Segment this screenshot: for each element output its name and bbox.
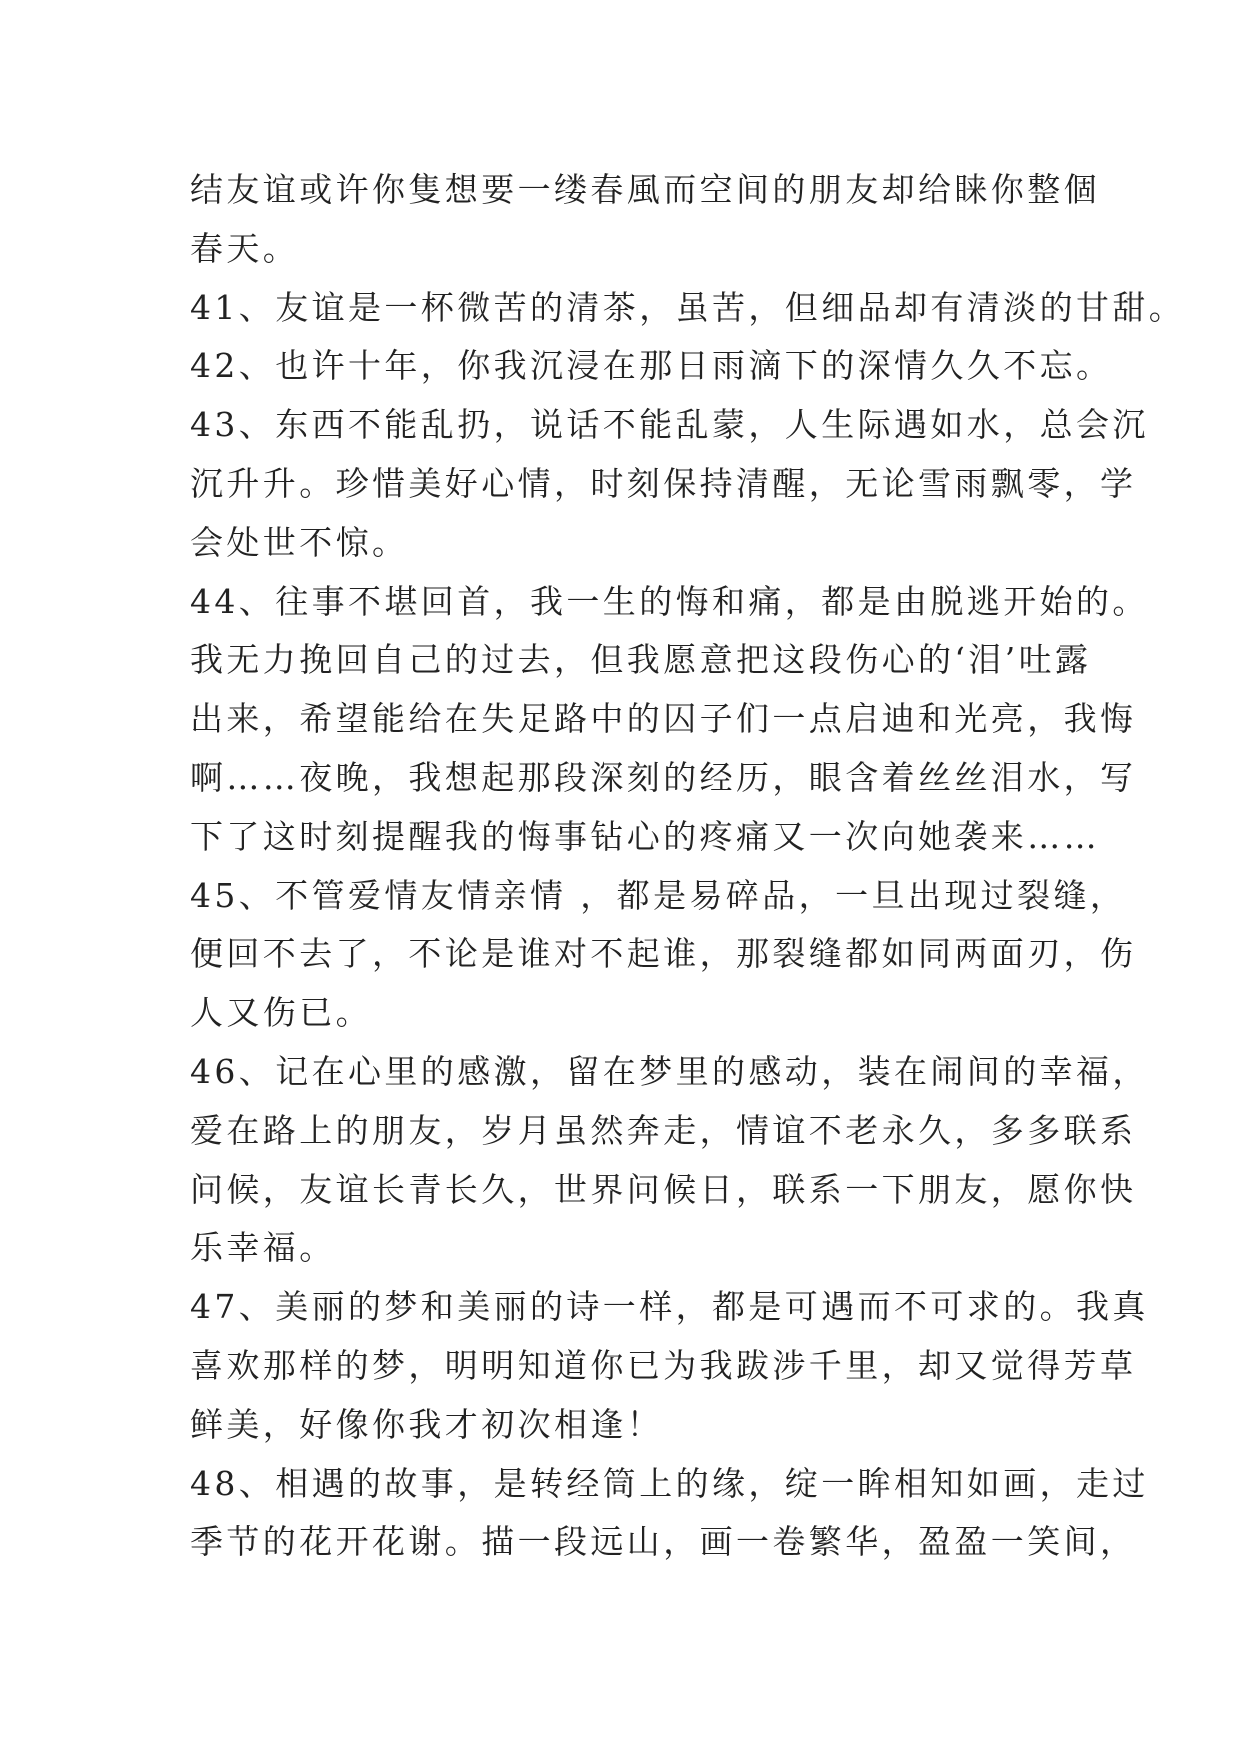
text-line: 47、美丽的梦和美丽的诗一样，都是可遇而不可求的。我真 xyxy=(190,1287,1149,1327)
text-line: 45、不管爱情友情亲情 ，都是易碎品，一旦出现过裂缝， xyxy=(190,875,1127,915)
text-line: 啊……夜晚，我想起那段深刻的经历，眼含着丝丝泪水，写 xyxy=(190,757,1137,797)
text-line: 沉升升。珍惜美好心情，时刻保持清醒，无论雪雨飘零，学 xyxy=(190,463,1137,503)
text-line: 春天。 xyxy=(190,228,300,268)
text-line: 下了这时刻提醒我的悔事钻心的疼痛又一次向她袭来…… xyxy=(190,816,1100,856)
text-line: 鲜美，好像你我才初次相逢！ xyxy=(190,1404,664,1444)
text-line: 乐幸福。 xyxy=(190,1228,336,1268)
text-line: 会处世不惊。 xyxy=(190,522,409,562)
text-line: 喜欢那样的梦，明明知道你已为我跋涉千里，却又觉得芳草 xyxy=(190,1345,1137,1385)
text-line: 41、友谊是一杯微苦的清茶，虽苦，但细品却有清淡的甘甜。 xyxy=(190,287,1186,327)
text-line: 结友谊或许你隻想要一缕春風而空间的朋友却给睐你整個 xyxy=(190,170,1100,209)
text-line: 43、东西不能乱扔，说话不能乱蒙，人生际遇如水，总会沉 xyxy=(190,405,1149,445)
text-line: 46、记在心里的感激，留在梦里的感动，装在闹间的幸福， xyxy=(190,1051,1149,1091)
text-line: 便回不去了，不论是谁对不起谁，那裂缝都如同两面刃，伤 xyxy=(190,934,1137,974)
text-line: 我无力挽回自己的过去，但我愿意把这段伤心的‘泪’吐露 xyxy=(190,640,1092,680)
text-line: 季节的花开花谢。描一段远山，画一卷繁华，盈盈一笑间， xyxy=(190,1522,1137,1562)
text-line: 人又伤已。 xyxy=(190,993,372,1033)
text-line: 爱在路上的朋友，岁月虽然奔走，情谊不老永久，多多联系 xyxy=(190,1110,1137,1150)
text-line: 出来，希望能给在失足路中的囚子们一点启迪和光亮，我悔 xyxy=(190,699,1137,739)
document-body xyxy=(190,161,1186,1572)
text-line: 44、往事不堪回首，我一生的悔和痛，都是由脱逃开始的。 xyxy=(190,581,1149,621)
text-line: 问候，友谊长青长久，世界问候日，联系一下朋友，愿你快 xyxy=(190,1169,1137,1209)
text-line: 48、相遇的故事，是转经筒上的缘，绽一眸相知如画，走过 xyxy=(190,1463,1149,1503)
text-line: 42、也许十年，你我沉浸在那日雨滴下的深情久久不忘。 xyxy=(190,346,1113,386)
